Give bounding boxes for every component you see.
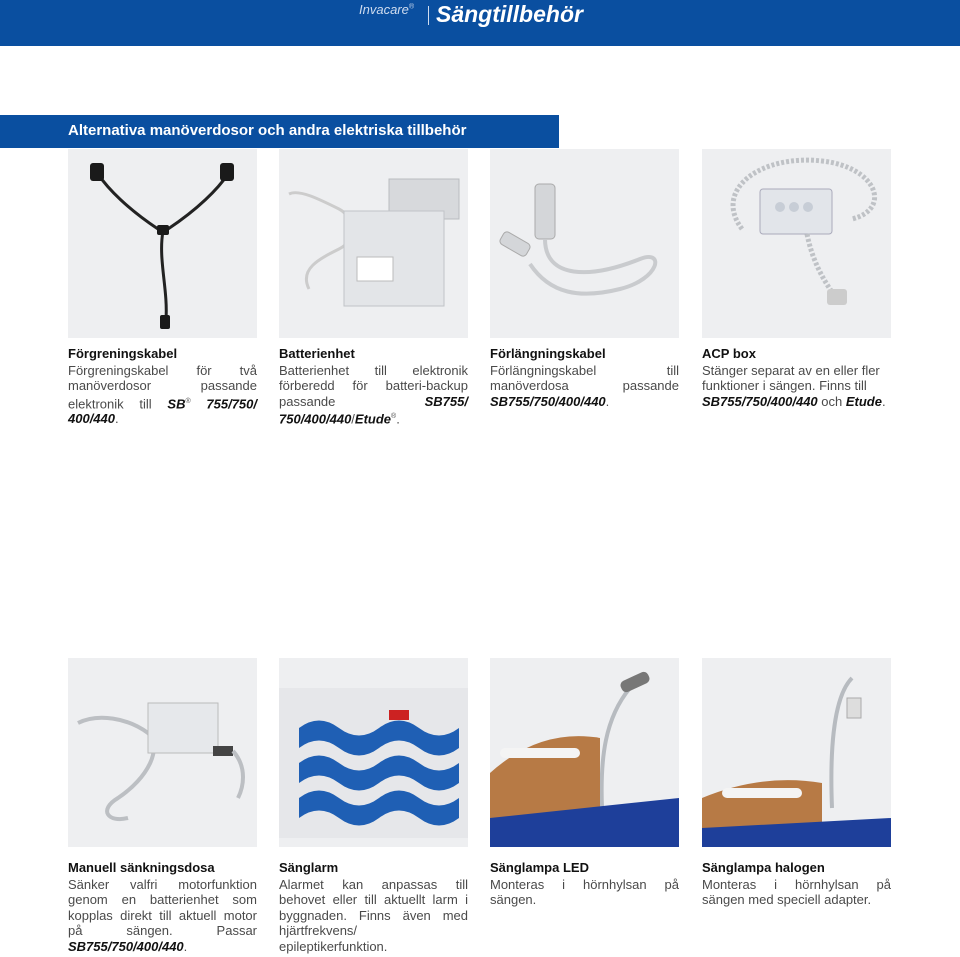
product-caption — [279, 346, 468, 427]
page-title: Sängtillbehör — [436, 1, 583, 27]
product-description: Monteras i hörnhylsan på sängen med speciell adapter. — [702, 876, 891, 907]
section-title: Alternativa manöverdosor och andra elektriska tillbehör — [68, 122, 467, 139]
header-divider — [428, 6, 429, 25]
product-name: Manuell sänkningsdosa — [68, 860, 215, 875]
product-name: Sänglampa halogen — [702, 860, 825, 875]
product-description: Stänger separat av en eller fler funktioner i sängen. Finns till SB755/750/400/440 och Etude. — [702, 362, 886, 409]
battery-unit-image — [279, 149, 468, 338]
product-name: Förgreningskabel — [68, 346, 178, 361]
led-bed-lamp-image — [490, 658, 679, 847]
header-bar — [0, 0, 960, 46]
product-caption — [490, 860, 679, 908]
product-caption — [68, 346, 257, 427]
product-description: Alarmet kan anpassas till behovet eller till aktuellt larm i byggnaden. Finns även med hjärtfrekvens/ epileptikerfunktion. — [279, 876, 468, 954]
manual-lowering-box-image — [68, 658, 257, 847]
acp-box-image — [702, 149, 891, 338]
product-name: Förlängningskabel — [490, 346, 606, 361]
split-cable-image — [68, 149, 257, 338]
product-name: ACP box — [702, 346, 756, 361]
product-description: Batterienhet till elektronik förberedd för batteri-backup passande SB755/ 750/400/440/Etude®. — [279, 362, 468, 427]
product-caption — [490, 346, 679, 409]
section-banner — [0, 115, 559, 148]
product-description: Sänker valfri motorfunktion genom en batterienhet som kopplas direkt till aktuell motor på sängen. Passar SB755/750/400/440. — [68, 876, 257, 954]
bed-alarm-image — [279, 658, 468, 847]
product-name: Sänglarm — [279, 860, 339, 875]
product-caption — [702, 860, 891, 908]
product-name: Sänglampa LED — [490, 860, 589, 875]
extension-cable-image — [490, 149, 679, 338]
brand-logo: Invacare® — [359, 2, 415, 17]
product-caption — [279, 860, 468, 954]
product-caption — [702, 346, 891, 409]
product-description: Förgreningskabel för två manöverdosor passande elektronik till SB® 755/750/ 400/440. — [68, 362, 258, 427]
halogen-bed-lamp-image — [702, 658, 891, 847]
product-caption — [68, 860, 257, 954]
product-description: Förlängningskabel till manöverdosa passande SB755/750/400/440. — [490, 362, 679, 409]
product-description: Monteras i hörnhylsan på sängen. — [490, 876, 679, 907]
product-name: Batterienhet — [279, 346, 355, 361]
